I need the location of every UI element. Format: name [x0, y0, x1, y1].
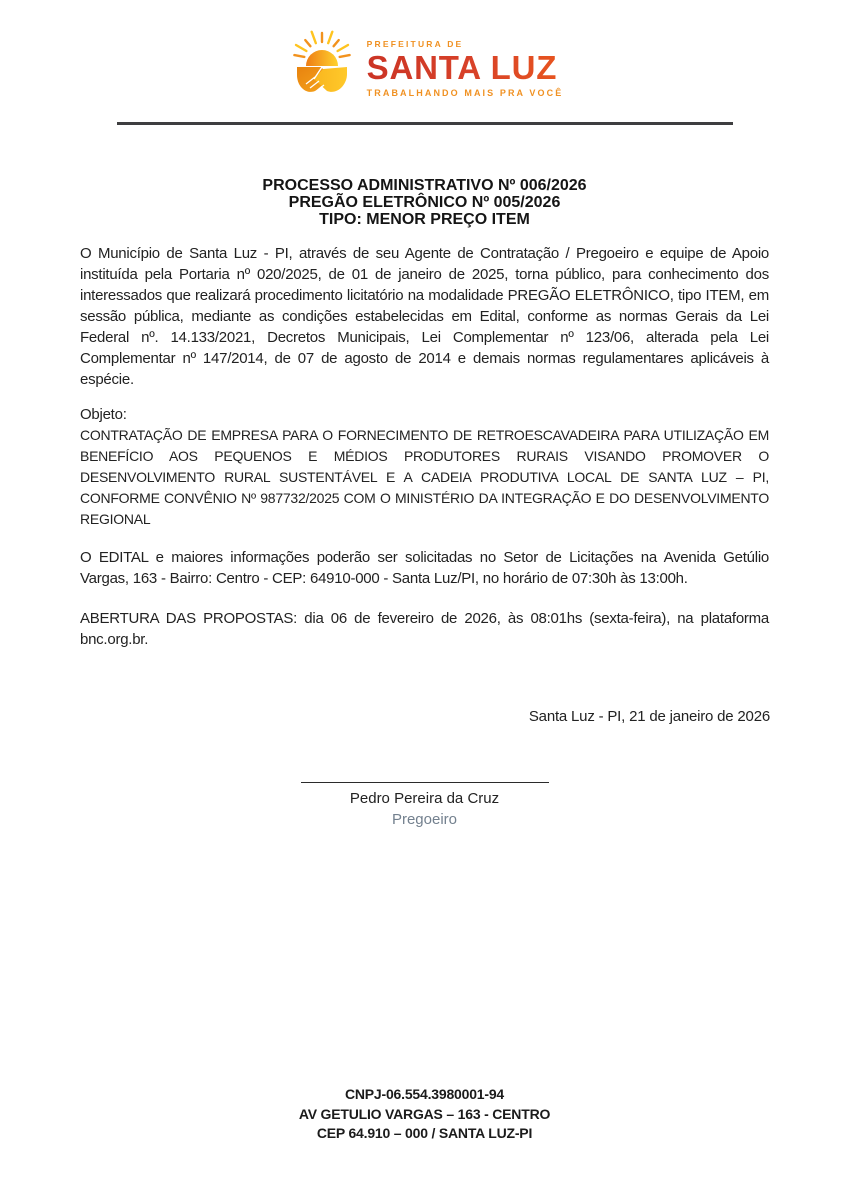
title-line-processo: PROCESSO ADMINISTRATIVO Nº 006/2026: [262, 177, 587, 194]
municipality-logo: [0, 0, 849, 98]
document-title: [0, 177, 849, 228]
abertura-paragraph: ABERTURA DAS PROPOSTAS: dia 06 de fevereiro de 2026, às 08:01hs (sexta-feira), na plataforma bnc.org.br.: [80, 610, 769, 648]
logo-title: SANTA LUZ: [367, 51, 564, 84]
footer: [0, 1085, 849, 1144]
footer-address: AV GETULIO VARGAS – 163 - CENTRO: [298, 1105, 551, 1122]
edital-paragraph: O EDITAL e maiores informações poderão ser solicitadas no Setor de Licitações na Avenida Getúlio Vargas, 163 - Bairro: Centro - CEP: 64910-000 - Santa Luz/PI, no horário de 07:30h às 13:00h.: [80, 549, 769, 587]
title-line-tipo: TIPO: MENOR PREÇO ITEM: [319, 211, 530, 228]
header-divider: [117, 122, 733, 125]
signature-role: Pregoeiro: [391, 811, 458, 828]
intro-paragraph: O Município de Santa Luz - PI, através de seu Agente de Contratação / Pregoeiro e equipe de Apoio instituída pela Portaria nº 020/2025, de 01 de janeiro de 2025, torna público, para conhecimento dos interessados que realizará procedimento licitatório na modalidade PREGÃO ELETRÔNICO, tipo ITEM, em sessão pública, mediante as condições estabelecidas em Edital, conforme as normas Gerais da Lei Federal nº. 14.133/2021, Decretos Municipais, Lei Complementar nº 123/06, alterada pela Lei Complementar nº 147/2014, de 07 de agosto de 2014 e demais normas regulamentares aplicáveis à espécie.: [80, 245, 769, 388]
logo-tagline: TRABALHANDO MAIS PRA VOCÊ: [366, 88, 564, 98]
dateline: Santa Luz - PI, 21 de janeiro de 2026: [528, 708, 770, 725]
signature-line: [301, 782, 549, 783]
logo-pretitle: PREFEITURA DE: [366, 39, 464, 49]
signature-name: Pedro Pereira da Cruz: [349, 790, 500, 807]
object-label: Objeto:: [80, 406, 127, 423]
title-line-pregao: PREGÃO ELETRÔNICO Nº 005/2026: [288, 194, 561, 211]
sun-handshake-logo-icon: [286, 26, 358, 98]
logo-text-block: [367, 26, 564, 98]
footer-cnpj: CNPJ-06.554.3980001-94: [344, 1086, 505, 1102]
footer-cep: CEP 64.910 – 000 / SANTA LUZ-PI: [316, 1125, 533, 1141]
object-paragraph: CONTRATAÇÃO DE EMPRESA PARA O FORNECIMENTO DE RETROESCAVADEIRA PARA UTILIZAÇÃO EM BENEFÍCIO AOS PEQUENOS E MÉDIOS PRODUTORES RURAIS VISANDO PROMOVER O DESENVOLVIMENTO RURAL SUSTENTÁVEL E A CADEIA PRODUTIVA LOCAL DE SANTA LUZ – PI, CONFORME CONVÊNIO Nº 987732/2025 COM O MINISTÉRIO DA INTEGRAÇÃO E DO DESENVOLVIMENTO REGIONAL: [80, 427, 769, 527]
